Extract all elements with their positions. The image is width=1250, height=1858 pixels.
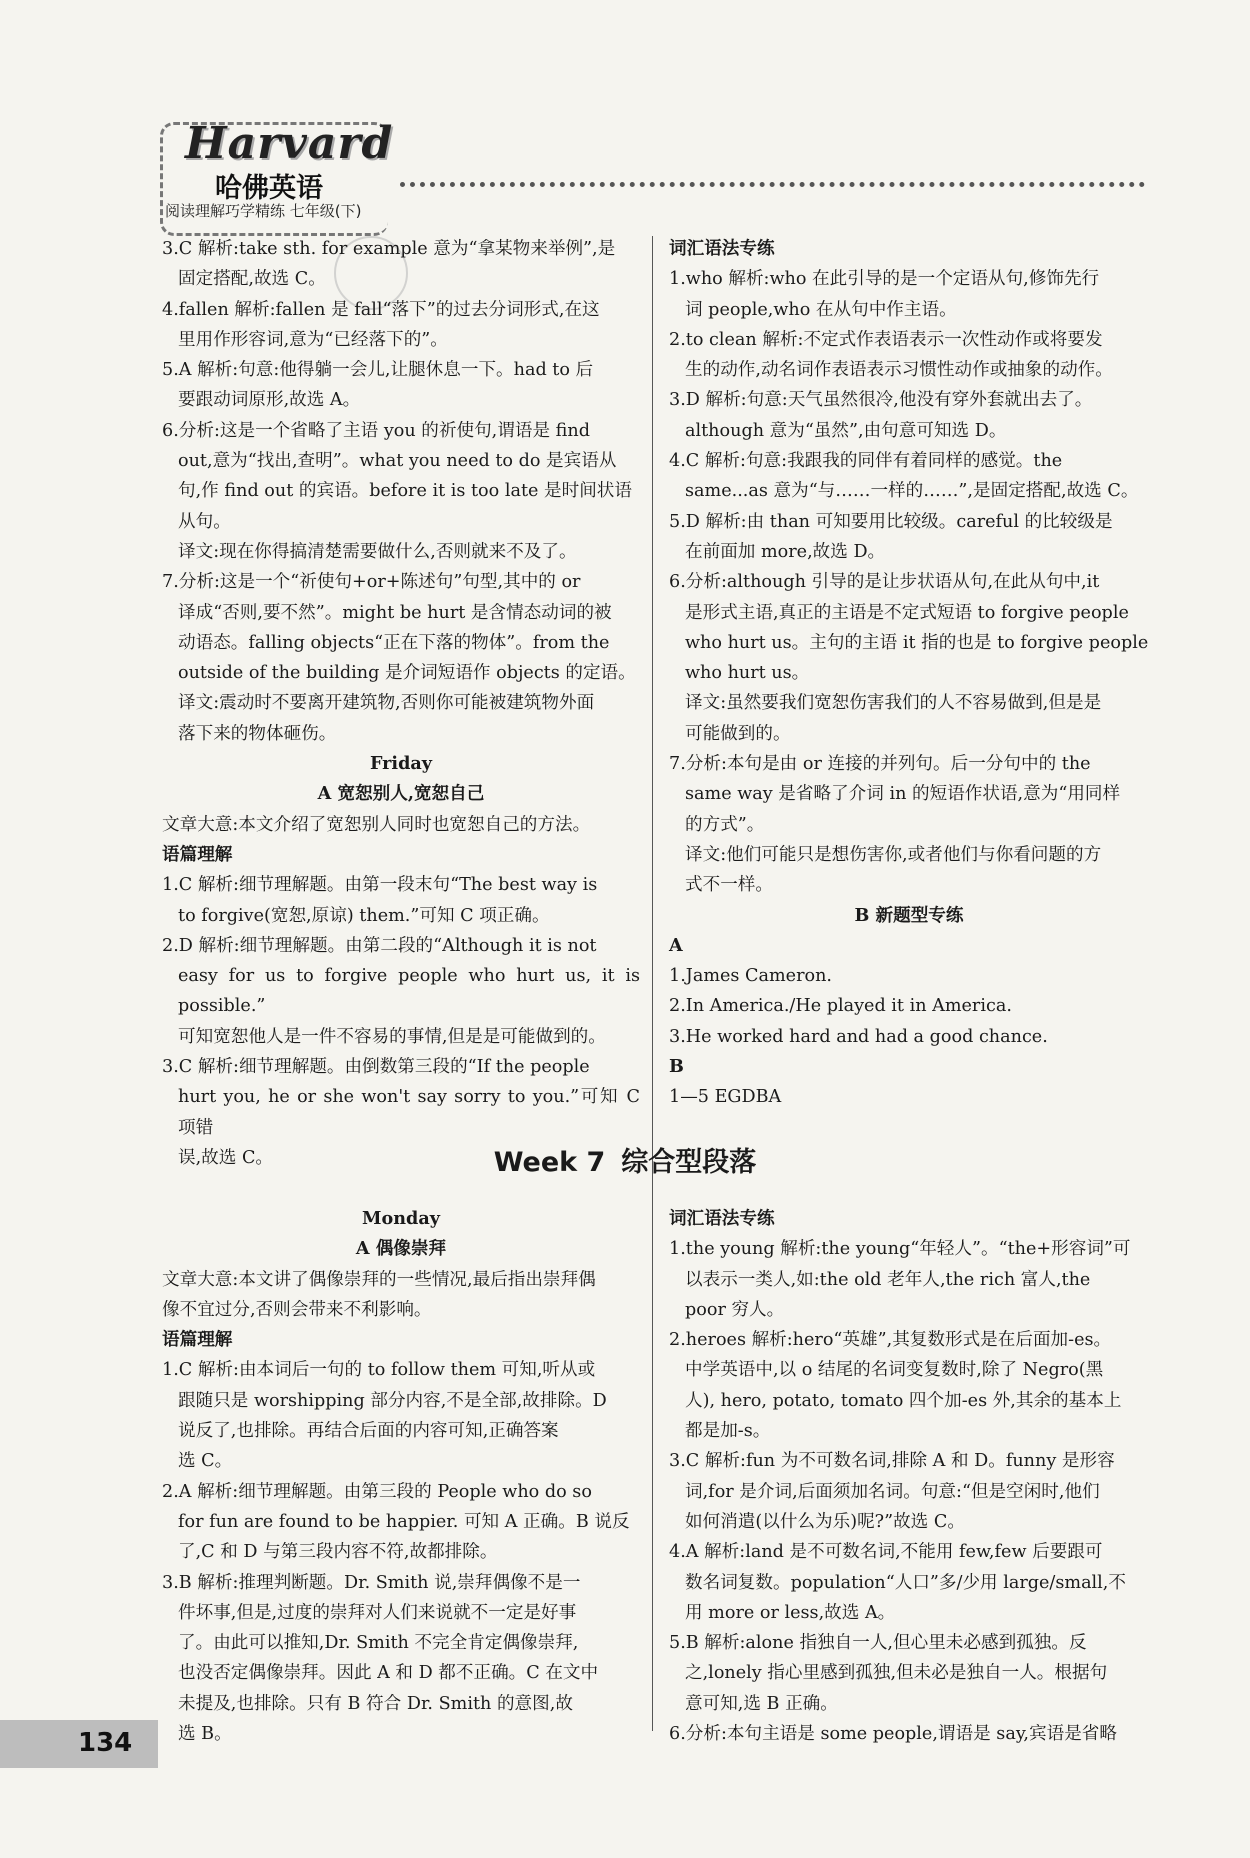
- text-line: 5.B 解析:alone 指独自一人,但心里未必感到孤独。反: [669, 1633, 1087, 1654]
- text-line: 6.分析:本句主语是 some people,谓语是 say,宾语是省略: [669, 1724, 1117, 1745]
- text-line: 里用作形容词,意为“已经落下的”。: [178, 329, 448, 350]
- right-column-bottom: [669, 1204, 1149, 1749]
- text-line: 译文:他们可能只是想伤害你,或者他们与你看问题的方: [685, 844, 1102, 865]
- text-line: 词,for 是介词,后面须加名词。句意:“但是空闲时,他们: [685, 1481, 1100, 1502]
- text-line: 5.D 解析:由 than 可知要用比较级。careful 的比较级是: [669, 511, 1113, 532]
- text-line: 3.B 解析:推理判断题。Dr. Smith 说,崇拜偶像不是一: [162, 1572, 581, 1593]
- text-line: 可知宽恕他人是一件不容易的事情,但是是可能做到的。: [178, 1026, 606, 1047]
- text-line: 以表示一类人,如:the old 老年人,the rich 富人,the: [685, 1269, 1091, 1290]
- text-line: although 意为“虽然”,由句意可知选 D。: [685, 420, 1007, 441]
- text-line: 词汇语法专练: [669, 238, 775, 259]
- text-line: out,意为“找出,查明”。what you need to do 是宾语从: [178, 451, 617, 472]
- text-line: 译成“否则,要不然”。might be hurt 是含情态动词的被: [178, 602, 612, 623]
- text-line: 固定搭配,故选 C。: [178, 269, 326, 290]
- text-line: same way 是省略了介词 in 的短语作状语,意为“用同样: [685, 784, 1121, 805]
- page-number: 134: [78, 1728, 133, 1758]
- text-line: 词汇语法专练: [669, 1208, 775, 1229]
- text-line: 数名词复数。population“人口”多/少用 large/small,不: [685, 1572, 1126, 1593]
- text-line: 之,lonely 指心里感到孤独,但未必是独自一人。根据句: [685, 1663, 1108, 1684]
- text-line: 3.C 解析:细节理解题。由倒数第三段的“If the people: [162, 1057, 590, 1078]
- book-subtitle: 阅读理解巧学精练 七年级(下): [165, 202, 362, 220]
- text-line: 人), hero, potato, tomato 四个加-es 外,其余的基本上: [685, 1390, 1122, 1411]
- header-dotted-rule: [400, 182, 1145, 187]
- text-line: 生的动作,动名词作表语表示习惯性动作或抽象的动作。: [685, 360, 1113, 381]
- text-line: 件坏事,但是,过度的崇拜对人们来说就不一定是好事: [178, 1602, 577, 1623]
- text-line: 句,作 find out 的宾语。before it is too late 是时间状语: [178, 481, 632, 502]
- text-line: 如何消遣(以什么为乐)呢?”故选 C。: [685, 1511, 965, 1532]
- text-line: Friday: [369, 753, 433, 775]
- text-line: A 宽恕别人,宽恕自己: [317, 783, 485, 805]
- text-line: who hurt us。主句的主语 it 指的也是 to forgive people: [685, 632, 1149, 653]
- text-line: to forgive(宽恕,原谅) them.”可知 C 项正确。: [178, 905, 550, 926]
- text-line: 未提及,也排除。只有 B 符合 Dr. Smith 的意图,故: [178, 1693, 573, 1714]
- text-line: who hurt us。: [685, 663, 810, 684]
- text-line: 说反了,也排除。再结合后面的内容可知,正确答案: [178, 1421, 559, 1442]
- text-line: 误,故选 C。: [178, 1147, 274, 1168]
- text-line: 4.A 解析:land 是不可数名词,不能用 few,few 后要跟可: [669, 1542, 1103, 1563]
- text-line: 2.to clean 解析:不定式作表语表示一次性动作或将要发: [669, 329, 1103, 350]
- text-line: 文章大意:本文介绍了宽恕别人同时也宽恕自己的方法。: [162, 814, 591, 835]
- text-line: 意可知,选 B 正确。: [685, 1693, 838, 1714]
- text-line: 译文:现在你得搞清楚需要做什么,否则就来不及了。: [178, 541, 577, 562]
- text-line: 7.分析:本句是由 or 连接的并列句。后一分句中的 the: [669, 754, 1091, 775]
- text-line: A: [669, 934, 683, 956]
- text-line: 跟随只是 worshipping 部分内容,不是全部,故排除。D: [178, 1390, 607, 1411]
- text-line: 1.C 解析:细节理解题。由第一段末句“The best way is: [162, 875, 598, 896]
- text-line: 落下来的物体砸伤。: [178, 723, 337, 744]
- text-line: 2.heroes 解析:hero“英雄”,其复数形式是在后面加-es。: [669, 1330, 1112, 1351]
- text-line: B: [669, 1056, 684, 1078]
- brand-logo-en: Harvard: [185, 118, 394, 169]
- text-line: 2.D 解析:细节理解题。由第二段的“Although it is not: [162, 935, 597, 956]
- text-line: 像不宜过分,否则会带来不利影响。: [162, 1299, 432, 1320]
- text-line: 3.D 解析:句意:天气虽然很冷,他没有穿外套就出去了。: [669, 390, 1093, 411]
- text-line: 译文:虽然要我们宽恕伤害我们的人不容易做到,但是是: [685, 693, 1102, 714]
- text-line: 也没否定偶像崇拜。因此 A 和 D 都不正确。C 在文中: [178, 1663, 599, 1684]
- text-line: 7.分析:这是一个“祈使句+or+陈述句”句型,其中的 or: [162, 572, 581, 593]
- text-line: 都是加-s。: [685, 1421, 771, 1442]
- text-line: hurt you, he or she won't say sorry to you.”可知 C 项错: [178, 1087, 640, 1138]
- text-line: 1—5 EGDBA: [669, 1087, 782, 1108]
- text-line: B 新题型专练: [854, 904, 964, 926]
- text-line: A 偶像崇拜: [355, 1238, 447, 1260]
- text-line: 6.分析:这是一个省略了主语 you 的祈使句,谓语是 find: [162, 420, 590, 441]
- text-line: 用 more or less,故选 A。: [685, 1602, 896, 1623]
- text-line: easy for us to forgive people who hurt us, it is possible.”: [178, 966, 640, 1017]
- text-line: 可能做到的。: [685, 723, 791, 744]
- text-line: for fun are found to be happier. 可知 A 正确。B 说反: [178, 1511, 630, 1532]
- text-line: 1.James Cameron.: [669, 966, 833, 987]
- text-line: 3.He worked hard and had a good chance.: [669, 1026, 1048, 1047]
- text-line: 1.the young 解析:the young“年轻人”。“the+形容词”可: [669, 1239, 1131, 1260]
- text-line: 1.who 解析:who 在此引导的是一个定语从句,修饰先行: [669, 269, 1100, 290]
- text-line: outside of the building 是介词短语作 objects 的定语。: [178, 663, 636, 684]
- text-line: 式不一样。: [685, 875, 773, 896]
- text-line: 中学英语中,以 o 结尾的名词变复数时,除了 Negro(黑: [685, 1360, 1104, 1381]
- page-number-tab: [0, 1720, 158, 1768]
- text-line: 在前面加 more,故选 D。: [685, 541, 886, 562]
- text-line: 3.C 解析:fun 为不可数名词,排除 A 和 D。funny 是形容: [669, 1451, 1115, 1472]
- text-line: 的方式”。: [685, 814, 765, 835]
- text-line: 4.fallen 解析:fallen 是 fall“落下”的过去分词形式,在这: [162, 299, 600, 320]
- text-line: 语篇理解: [162, 1329, 233, 1351]
- text-line: 2.A 解析:细节理解题。由第三段的 People who do so: [162, 1481, 592, 1502]
- text-line: 选 B。: [178, 1724, 232, 1745]
- text-line: poor 穷人。: [685, 1299, 785, 1320]
- text-line: 词 people,who 在从句中作主语。: [685, 299, 957, 320]
- text-line: 了,C 和 D 与第三段内容不符,故都排除。: [178, 1542, 498, 1563]
- week-title: 综合型段落: [621, 1147, 757, 1178]
- left-column-bottom: [162, 1204, 640, 1749]
- text-line: 选 C。: [178, 1451, 233, 1472]
- text-line: 5.A 解析:句意:他得躺一会儿,让腿休息一下。had to 后: [162, 360, 594, 381]
- week-heading: [0, 1140, 1250, 1179]
- right-column-top: [669, 234, 1149, 1113]
- text-line: 是形式主语,真正的主语是不定式短语 to forgive people: [685, 602, 1129, 623]
- text-line: 文章大意:本文讲了偶像崇拜的一些情况,最后指出崇拜偶: [162, 1269, 596, 1290]
- text-line: Monday: [362, 1208, 440, 1229]
- text-line: 2.In America./He played it in America.: [669, 996, 1012, 1017]
- text-line: 1.C 解析:由本词后一句的 to follow them 可知,听从或: [162, 1360, 596, 1381]
- text-line: 3.C 解析:take sth. for example 意为“拿某物来举例”,是: [162, 239, 616, 259]
- text-line: 要跟动词原形,故选 A。: [178, 390, 361, 411]
- left-column-top: [162, 234, 640, 1173]
- week-label: Week 7: [493, 1147, 606, 1178]
- text-line: 了。由此可以推知,Dr. Smith 不完全肯定偶像崇拜,: [178, 1633, 579, 1654]
- text-line: same...as 意为“与……一样的……”,是固定搭配,故选 C。: [685, 481, 1139, 502]
- text-line: 动语态。falling objects“正在下落的物体”。from the: [178, 632, 610, 653]
- column-divider: [652, 236, 653, 1731]
- brand-logo-cn: 哈佛英语: [215, 173, 323, 204]
- text-line: 4.C 解析:句意:我跟我的同伴有着同样的感觉。the: [669, 451, 1063, 472]
- text-line: 译文:震动时不要离开建筑物,否则你可能被建筑物外面: [178, 693, 595, 714]
- text-line: 从句。: [178, 511, 231, 532]
- text-line: 6.分析:although 引导的是让步状语从句,在此从句中,it: [669, 572, 1100, 593]
- text-line: 语篇理解: [162, 843, 233, 865]
